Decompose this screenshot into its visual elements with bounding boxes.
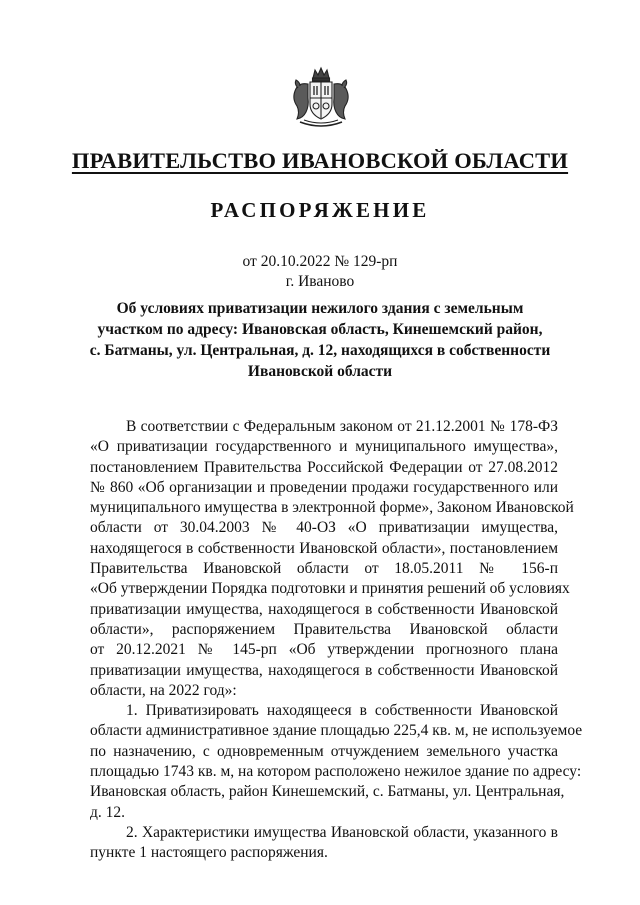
text-line: «Об утверждении Порядка подготовки и принятия решений об условиях	[90, 580, 570, 598]
document-body	[90, 417, 583, 864]
text-line: по назначению, с одновременным отчуждением земельного участка	[90, 742, 558, 760]
text-line: 2. Характеристики имущества Ивановской области, указанного в	[126, 823, 558, 841]
text-line: пункте 1 настоящего распоряжения.	[90, 844, 328, 862]
text-line: приватизации имущества, находящегося в собственности Ивановской	[90, 661, 558, 679]
subject-line: Ивановской области	[247, 363, 393, 380]
preamble-paragraph	[90, 417, 574, 701]
text-line: от 20.12.2021 № 145-рп «Об утверждении прогнозного плана	[90, 641, 558, 659]
text-line: области», распоряжением Правительства Ивановской области	[90, 620, 558, 638]
coat-of-arms-icon	[286, 64, 356, 130]
subject-line: с. Батманы, ул. Центральная, д. 12, находящихся в собственности	[89, 342, 551, 359]
text-line: области от 30.04.2003 № 40-ОЗ «О приватизации имущества,	[90, 519, 558, 537]
clause-2-paragraph	[90, 823, 558, 864]
text-line: д. 12.	[90, 803, 126, 821]
government-title: ПРАВИТЕЛЬСТВО ИВАНОВСКОЙ ОБЛАСТИ	[71, 148, 569, 173]
text-line: области, на 2022 год»:	[90, 681, 237, 699]
text-line: В соответствии с Федеральным законом от 21.12.2001 № 178-ФЗ	[126, 418, 558, 435]
subject-line: Об условиях приватизации нежилого здания с земельным	[116, 300, 524, 317]
text-line: площадью 1743 кв. м, на котором расположено нежилое здание по адресу:	[90, 763, 582, 781]
text-line: постановлением Правительства Российской Федерации от 27.08.2012	[90, 458, 558, 476]
document-meta	[0, 252, 640, 292]
document-subject	[0, 298, 640, 382]
subject-line: участком по адресу: Ивановская область, Кинешемский район,	[97, 321, 543, 338]
text-line: муниципального имущества в электронной форме», Законом Ивановской	[90, 499, 574, 517]
text-line: находящегося в собственности Ивановской области», постановлением	[90, 539, 558, 557]
text-line: 1. Приватизировать находящееся в собственности Ивановской	[126, 702, 558, 720]
text-line: «О приватизации государственного и муниципального имущества»,	[90, 438, 558, 456]
clause-1-paragraph	[90, 701, 583, 823]
city: г. Иваново	[285, 273, 355, 290]
text-line: Ивановская область, район Кинешемский, с. Батманы, ул. Центральная,	[90, 783, 565, 801]
text-line: Правительства Ивановской области от 18.05.2011 № 156-п	[90, 560, 558, 578]
text-line: области административное здание площадью 225,4 кв. м, не используемое	[90, 722, 583, 740]
text-line: № 860 «Об организации и проведении продажи государственного или	[90, 478, 558, 496]
date-number: от 20.10.2022 № 129-рп	[242, 253, 398, 270]
text-line: приватизации имущества, находящегося в собственности Ивановской	[90, 600, 558, 618]
document-type: РАСПОРЯЖЕНИЕ	[210, 198, 430, 222]
